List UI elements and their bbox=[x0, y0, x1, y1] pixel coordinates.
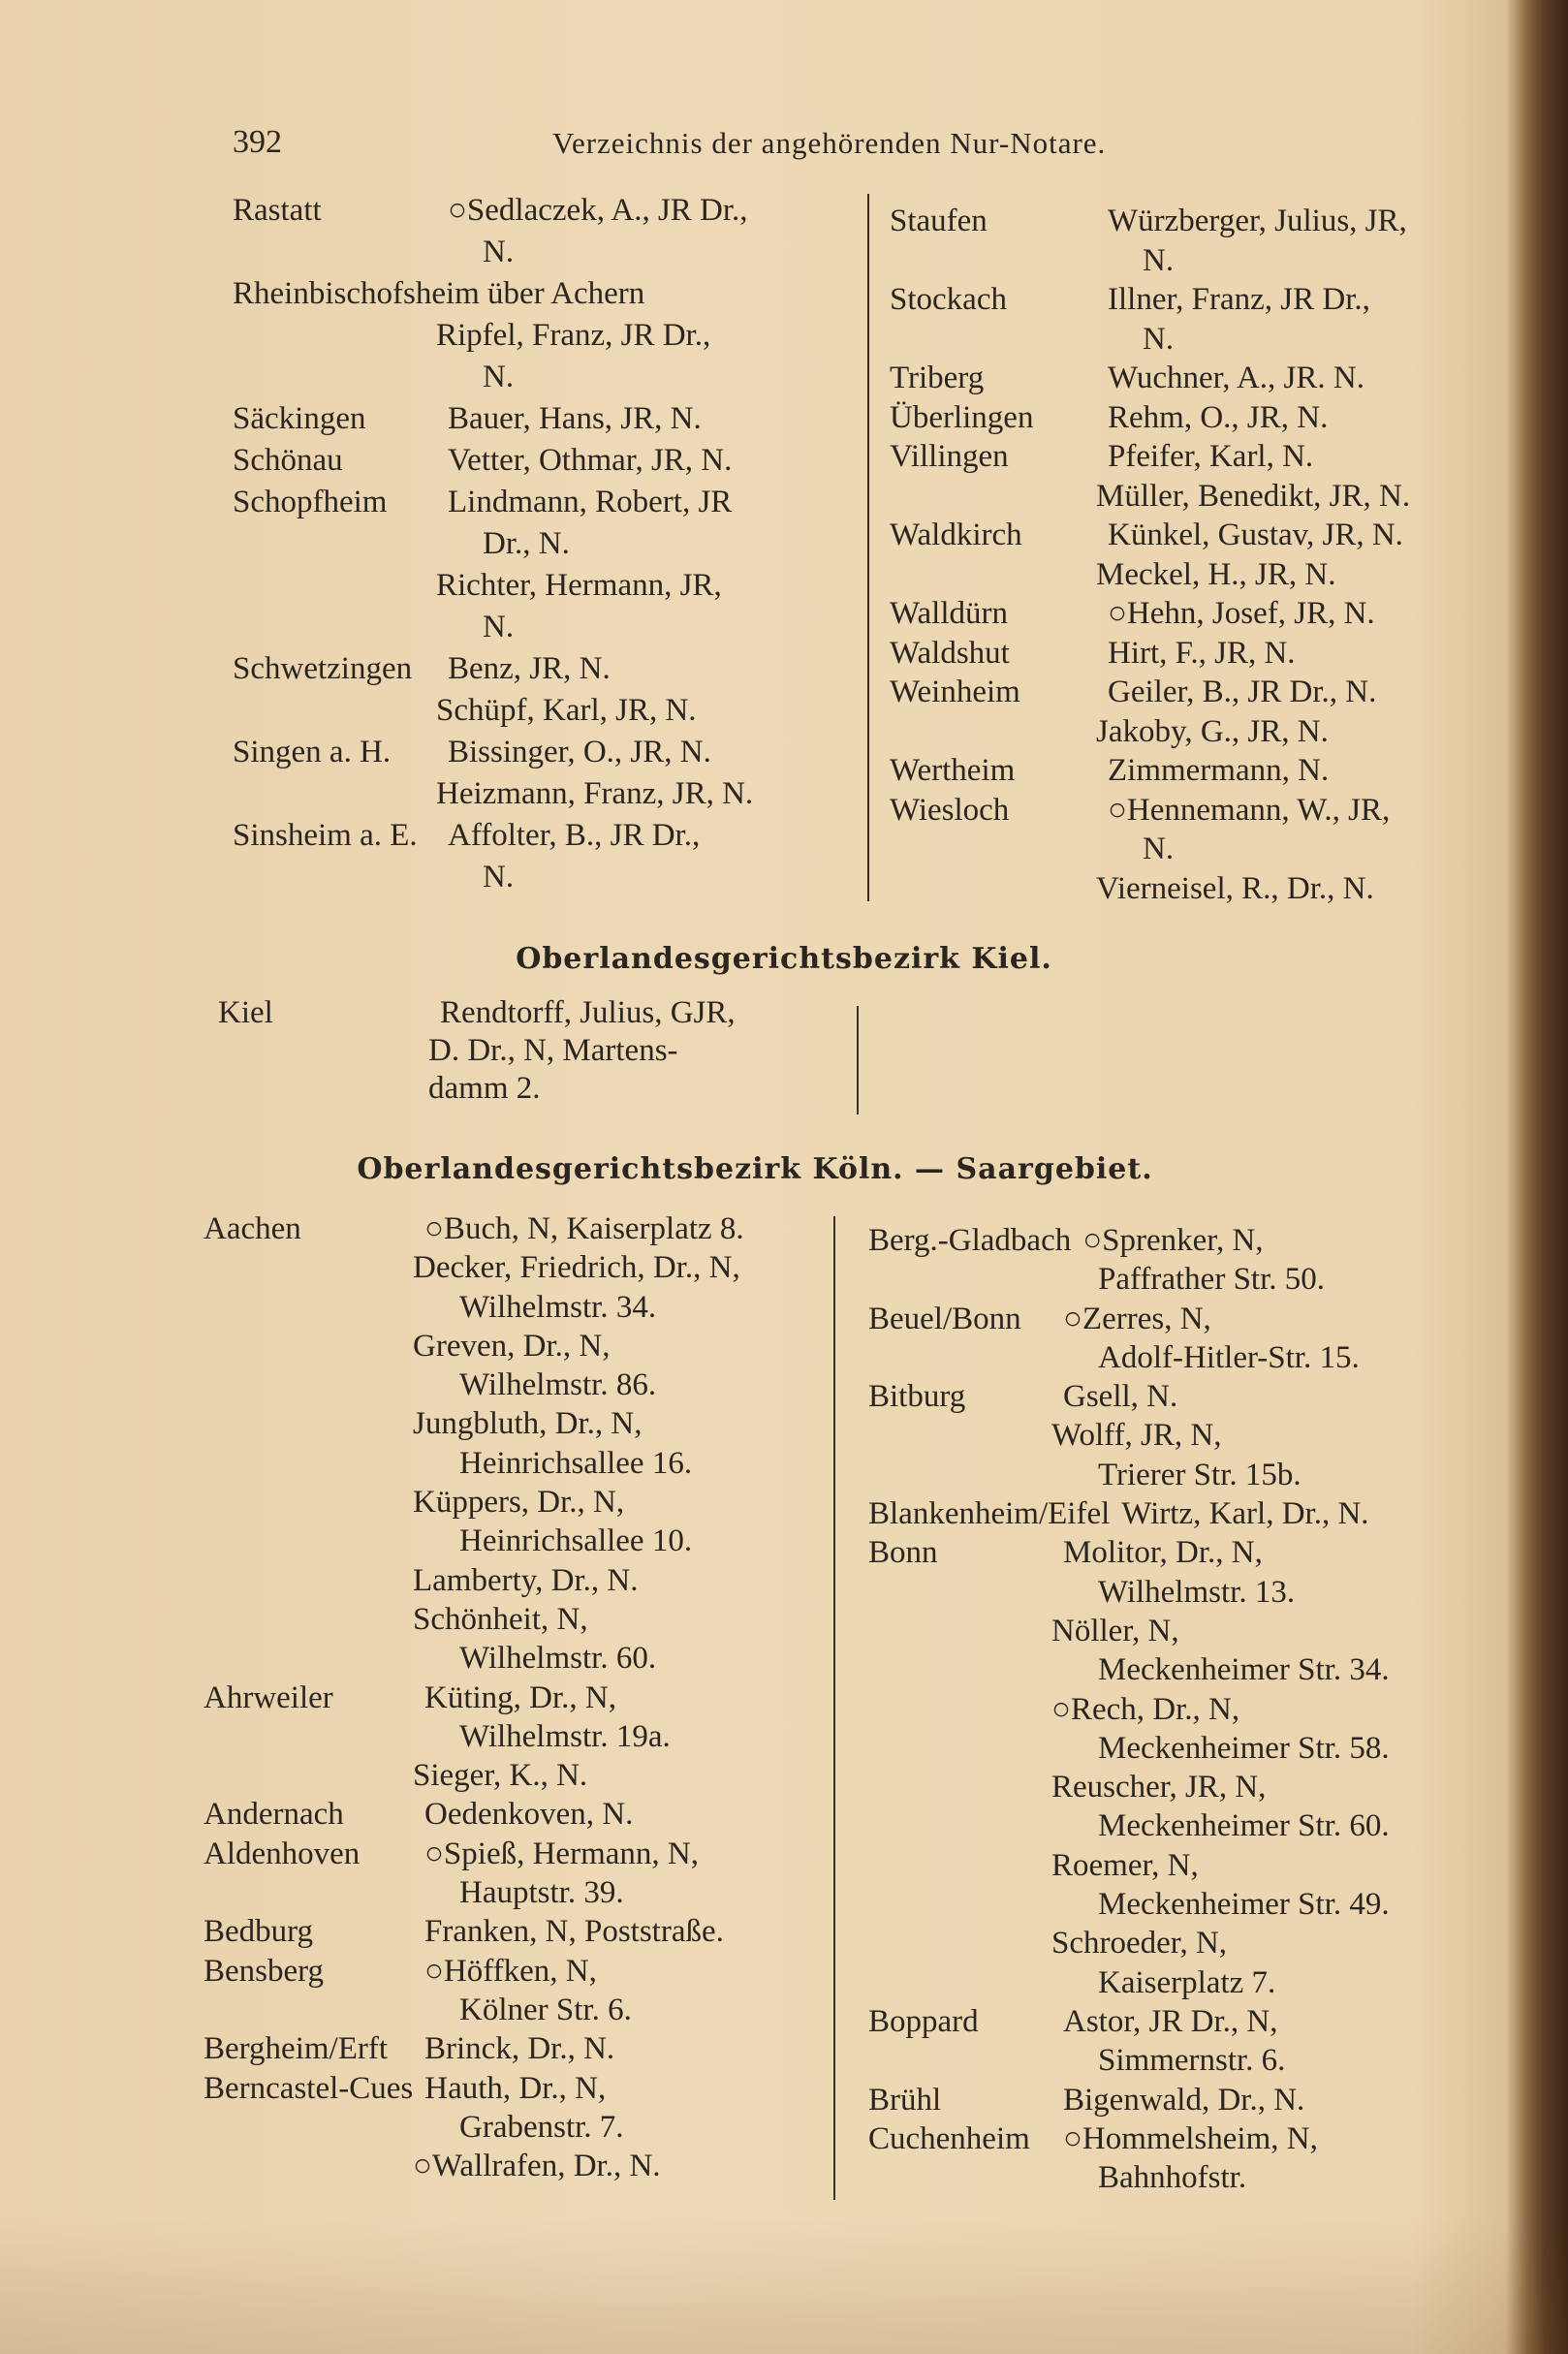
notary-entry: Schüpf, Karl, JR, N. bbox=[436, 693, 697, 728]
place-name bbox=[868, 2158, 1051, 2197]
place-name bbox=[868, 1456, 1051, 1494]
place-name bbox=[233, 523, 436, 565]
place-name: Überlingen bbox=[890, 399, 1034, 435]
place-name bbox=[204, 1248, 413, 1287]
place-name bbox=[890, 712, 1096, 752]
notary-entry: Wirtz, Karl, Dr., N. bbox=[1121, 1496, 1369, 1532]
list-item bbox=[890, 634, 1410, 674]
baden-right-column bbox=[890, 202, 1410, 908]
place-name: Cuchenheim bbox=[868, 2120, 1030, 2156]
notary-entry: Pfeifer, Karl, N. bbox=[1108, 439, 1314, 474]
notary-entry: Meckenheimer Str. 34. bbox=[1098, 1652, 1390, 1688]
list-item bbox=[890, 594, 1410, 634]
list-item bbox=[890, 830, 1410, 869]
list-item bbox=[204, 1483, 744, 1522]
notary-entry: ○Rech, Dr., N, bbox=[1051, 1691, 1240, 1727]
notary-entry: Oedenkoven, N. bbox=[424, 1797, 634, 1833]
place-name bbox=[218, 1070, 428, 1108]
list-item bbox=[868, 1377, 1390, 1416]
place-name bbox=[868, 1846, 1051, 1885]
place-name bbox=[890, 241, 1096, 281]
notary-entry: Wilhelmstr. 34. bbox=[459, 1289, 657, 1325]
list-item bbox=[868, 1885, 1390, 1924]
notary-entry: Rehm, O., JR, N. bbox=[1108, 399, 1329, 435]
notary-entry: Schönheit, N, bbox=[413, 1601, 588, 1637]
notary-entry: Wilhelmstr. 13. bbox=[1098, 1574, 1296, 1610]
notary-entry: Vierneisel, R., Dr., N. bbox=[1096, 870, 1374, 906]
notary-entry: Benz, JR, N. bbox=[448, 651, 611, 686]
notary-entry: Jungbluth, Dr., N, bbox=[413, 1406, 643, 1442]
place-name: Rheinbischofsheim über Achern bbox=[233, 276, 645, 311]
list-item bbox=[204, 1952, 744, 1991]
place-name bbox=[233, 607, 436, 648]
list-item bbox=[890, 516, 1410, 555]
notary-entry: Molitor, Dr., N, bbox=[1063, 1535, 1263, 1571]
place-name bbox=[233, 773, 436, 815]
notary-entry: Lamberty, Dr., N. bbox=[413, 1562, 639, 1598]
notary-entry: Wolff, JR, N, bbox=[1051, 1418, 1222, 1454]
list-item bbox=[890, 673, 1410, 712]
notary-entry: ○Sedlaczek, A., JR Dr., bbox=[448, 193, 748, 228]
notary-entry: Lindmann, Robert, JR bbox=[448, 485, 733, 519]
list-item bbox=[890, 712, 1410, 752]
list-item bbox=[233, 440, 753, 482]
list-item bbox=[204, 1912, 744, 1951]
list-item bbox=[868, 1494, 1390, 1533]
notary-entry: Paffrather Str. 50. bbox=[1098, 1262, 1326, 1298]
place-name: Villingen bbox=[890, 439, 1009, 474]
place-name bbox=[204, 1600, 413, 1639]
notary-entry: Kaiserplatz 7. bbox=[1098, 1964, 1276, 2000]
place-name bbox=[868, 1650, 1051, 1689]
notary-entry: Zimmermann, N. bbox=[1108, 753, 1330, 788]
place-name bbox=[890, 869, 1096, 909]
notary-entry: ○Spieß, Hermann, N, bbox=[424, 1836, 699, 1871]
notary-entry: N. bbox=[483, 235, 515, 269]
baden-left-column bbox=[233, 190, 753, 898]
place-name bbox=[204, 1444, 413, 1483]
notary-entry: Schroeder, N, bbox=[1051, 1926, 1228, 1962]
notary-entry: damm 2. bbox=[428, 1071, 541, 1106]
place-name bbox=[868, 1806, 1051, 1845]
place-name bbox=[868, 2041, 1051, 2080]
list-item bbox=[204, 1835, 744, 1873]
list-item bbox=[233, 398, 753, 440]
list-item bbox=[868, 2081, 1390, 2119]
notary-entry: Richter, Hermann, JR, bbox=[436, 568, 722, 603]
place-name: Bergheim/Erft bbox=[204, 2031, 389, 2067]
list-item bbox=[233, 815, 753, 857]
place-name bbox=[868, 1729, 1051, 1768]
list-item bbox=[204, 1327, 744, 1365]
notary-entry: Sieger, K., N. bbox=[413, 1758, 588, 1794]
section-heading-koeln: Oberlandesgerichtsbezirk Köln. — Saargebiet. bbox=[357, 1152, 1153, 1186]
place-name: Wiesloch bbox=[890, 792, 1010, 828]
list-item bbox=[868, 1456, 1390, 1494]
page-number: 392 bbox=[233, 124, 282, 160]
place-name bbox=[890, 555, 1096, 595]
notary-entry: Wilhelmstr. 60. bbox=[459, 1641, 657, 1677]
place-name bbox=[204, 2147, 413, 2185]
koeln-right-column bbox=[868, 1221, 1390, 2197]
place-name: Bitburg bbox=[868, 1379, 966, 1415]
list-item bbox=[868, 1533, 1390, 1572]
place-name bbox=[868, 1260, 1051, 1299]
list-item bbox=[868, 1300, 1390, 1338]
place-name bbox=[868, 1924, 1051, 1962]
list-item bbox=[868, 1924, 1390, 1962]
notary-entry: Nöller, N, bbox=[1051, 1613, 1179, 1648]
place-name bbox=[204, 1873, 413, 1912]
list-item bbox=[204, 2069, 744, 2108]
koeln-left-column bbox=[204, 1209, 744, 2185]
list-item bbox=[218, 1032, 736, 1070]
place-name: Berg.-Gladbach bbox=[868, 1223, 1072, 1258]
notary-entry: Wilhelmstr. 19a. bbox=[459, 1718, 671, 1754]
list-item bbox=[868, 1729, 1390, 1768]
place-name bbox=[890, 830, 1096, 869]
list-item bbox=[204, 2147, 744, 2185]
notary-entry: Roemer, N, bbox=[1051, 1847, 1199, 1883]
notary-entry: Würzberger, Julius, JR, bbox=[1108, 204, 1407, 238]
place-name: Berncastel-Cues bbox=[204, 2070, 414, 2106]
place-name bbox=[868, 1416, 1051, 1455]
list-item bbox=[204, 1756, 744, 1795]
notary-entry: Wilhelmstr. 86. bbox=[459, 1367, 657, 1403]
notary-entry: N. bbox=[483, 610, 515, 644]
notary-entry: Wuchner, A., JR. N. bbox=[1108, 361, 1364, 395]
place-name bbox=[890, 320, 1096, 360]
list-item bbox=[890, 437, 1410, 477]
list-item bbox=[868, 1650, 1390, 1689]
notary-entry: N. bbox=[483, 860, 515, 895]
notary-entry: Heizmann, Franz, JR, N. bbox=[436, 776, 754, 811]
place-name bbox=[233, 857, 436, 898]
place-name: Kiel bbox=[218, 995, 273, 1030]
place-name: Waldshut bbox=[890, 635, 1010, 671]
place-name bbox=[204, 1991, 413, 2029]
notary-entry: Bahnhofstr. bbox=[1098, 2160, 1247, 2196]
notary-entry: N. bbox=[1143, 832, 1175, 866]
list-item bbox=[204, 1209, 744, 1248]
list-item bbox=[233, 357, 753, 398]
place-name bbox=[204, 1522, 413, 1560]
notary-entry: Vetter, Othmar, JR, N. bbox=[448, 443, 733, 478]
list-item bbox=[204, 1444, 744, 1483]
place-name bbox=[204, 1327, 413, 1365]
place-name bbox=[868, 1612, 1051, 1650]
list-item bbox=[204, 1717, 744, 1756]
place-name: Singen a. H. bbox=[233, 735, 392, 769]
place-name: Triberg bbox=[890, 361, 985, 395]
notary-entry: Müller, Benedikt, JR, N. bbox=[1096, 478, 1411, 514]
list-item bbox=[204, 1873, 744, 1912]
list-item bbox=[890, 555, 1410, 595]
place-name bbox=[868, 1768, 1051, 1806]
place-name: Andernach bbox=[204, 1797, 344, 1833]
place-name: Ahrweiler bbox=[204, 1679, 333, 1715]
notary-entry: Jakoby, G., JR, N. bbox=[1096, 713, 1329, 749]
list-item bbox=[233, 482, 753, 523]
place-name: Bonn bbox=[868, 1535, 938, 1571]
list-item bbox=[890, 280, 1410, 320]
list-item bbox=[204, 1991, 744, 2029]
notary-entry: Meckenheimer Str. 58. bbox=[1098, 1730, 1390, 1766]
notary-entry: Meckenheimer Str. 60. bbox=[1098, 1808, 1390, 1844]
list-item bbox=[233, 732, 753, 773]
list-item bbox=[204, 1600, 744, 1639]
place-name: Brühl bbox=[868, 2082, 942, 2118]
notary-entry: Bissinger, O., JR, N. bbox=[448, 735, 711, 769]
notary-entry: ○Hehn, Josef, JR, N. bbox=[1108, 596, 1375, 631]
notary-entry: Reuscher, JR, N, bbox=[1051, 1770, 1267, 1805]
notary-entry: ○Höffken, N, bbox=[424, 1953, 597, 1989]
place-name bbox=[868, 1338, 1051, 1377]
list-item bbox=[233, 232, 753, 273]
notary-entry: Decker, Friedrich, Dr., N, bbox=[413, 1250, 740, 1286]
column-divider bbox=[857, 1006, 859, 1114]
place-name bbox=[204, 1365, 413, 1404]
notary-entry: Brinck, Dr., N. bbox=[424, 2031, 615, 2067]
list-item bbox=[868, 2002, 1390, 2041]
list-item bbox=[890, 869, 1410, 909]
place-name bbox=[868, 1885, 1051, 1924]
notary-entry: Adolf-Hitler-Str. 15. bbox=[1098, 1339, 1360, 1375]
place-name bbox=[868, 1963, 1051, 2002]
notary-entry: ○Wallrafen, Dr., N. bbox=[413, 2149, 661, 2184]
notary-entry: ○Hennemann, W., JR, bbox=[1108, 792, 1391, 828]
place-name: Waldkirch bbox=[890, 518, 1022, 552]
notary-entry: N. bbox=[1143, 321, 1175, 357]
running-title: Verzeichnis der angehörenden Nur-Notare. bbox=[552, 126, 1107, 160]
notary-entry: Franken, N, Poststraße. bbox=[424, 1914, 724, 1950]
list-item bbox=[204, 1639, 744, 1678]
list-item bbox=[868, 1416, 1390, 1455]
notary-entry: Meckel, H., JR, N. bbox=[1096, 556, 1336, 592]
list-item bbox=[233, 565, 753, 607]
place-name bbox=[204, 1756, 413, 1795]
page-edge-shading bbox=[0, 2218, 1568, 2354]
list-item bbox=[204, 1288, 744, 1327]
place-name bbox=[233, 232, 436, 273]
place-name bbox=[204, 2108, 413, 2147]
list-item bbox=[233, 607, 753, 648]
notary-entry: Greven, Dr., N, bbox=[413, 1328, 611, 1364]
list-item bbox=[868, 1612, 1390, 1650]
list-item bbox=[890, 241, 1410, 281]
list-item bbox=[218, 1070, 736, 1108]
list-item bbox=[890, 398, 1410, 438]
column-divider bbox=[867, 194, 869, 901]
list-item bbox=[868, 1690, 1390, 1729]
list-item bbox=[204, 1795, 744, 1834]
notary-entry: Hauptstr. 39. bbox=[459, 1875, 624, 1911]
list-item bbox=[233, 315, 753, 357]
place-name bbox=[890, 477, 1096, 517]
notary-entry: Astor, JR Dr., N, bbox=[1063, 2003, 1278, 2039]
notary-entry: Küppers, Dr., N, bbox=[413, 1485, 625, 1521]
place-name: Schwetzingen bbox=[233, 651, 413, 686]
place-name: Säckingen bbox=[233, 401, 366, 436]
list-item bbox=[233, 190, 753, 232]
notary-entry: Trierer Str. 15b. bbox=[1098, 1457, 1301, 1492]
place-name: Wertheim bbox=[890, 753, 1016, 788]
place-name: Schönau bbox=[233, 443, 343, 478]
list-item bbox=[868, 1846, 1390, 1885]
place-name: Bedburg bbox=[204, 1914, 314, 1950]
list-item bbox=[204, 1248, 744, 1287]
list-item bbox=[204, 2029, 744, 2068]
place-name bbox=[204, 1717, 413, 1756]
notary-entry: Ripfel, Franz, JR Dr., bbox=[436, 318, 711, 353]
place-name bbox=[233, 565, 436, 607]
list-item bbox=[233, 690, 753, 732]
list-item bbox=[204, 1561, 744, 1600]
section-heading-kiel: Oberlandesgerichtsbezirk Kiel. bbox=[516, 942, 1052, 976]
kiel-column bbox=[218, 994, 736, 1108]
place-name: Bensberg bbox=[204, 1953, 325, 1989]
notary-entry: Gsell, N. bbox=[1063, 1379, 1178, 1415]
notary-entry: Hirt, F., JR, N. bbox=[1108, 635, 1296, 671]
notary-entry: ○Sprenker, N, bbox=[1082, 1223, 1264, 1258]
list-item bbox=[204, 2108, 744, 2147]
list-item bbox=[868, 1963, 1390, 2002]
list-item bbox=[218, 994, 736, 1032]
notary-entry: N. bbox=[483, 360, 515, 394]
place-name: Boppard bbox=[868, 2003, 979, 2039]
list-item bbox=[890, 751, 1410, 791]
place-name: Rastatt bbox=[233, 193, 322, 228]
place-name: Blankenheim/Eifel bbox=[868, 1496, 1111, 1532]
place-name bbox=[868, 1690, 1051, 1729]
column-divider bbox=[833, 1216, 835, 2200]
list-item bbox=[890, 202, 1410, 241]
list-item bbox=[204, 1365, 744, 1404]
notary-entry: Heinrichsallee 10. bbox=[459, 1523, 693, 1559]
list-item bbox=[868, 1260, 1390, 1299]
list-item bbox=[233, 523, 753, 565]
place-name bbox=[204, 1404, 413, 1443]
place-name: Aachen bbox=[204, 1211, 301, 1246]
notary-entry: Meckenheimer Str. 49. bbox=[1098, 1887, 1390, 1923]
place-name bbox=[204, 1288, 413, 1327]
notary-entry: Künkel, Gustav, JR, N. bbox=[1108, 518, 1403, 552]
list-item bbox=[204, 1679, 744, 1717]
list-item bbox=[868, 1768, 1390, 1806]
place-name: Staufen bbox=[890, 204, 988, 238]
notary-entry: Kölner Str. 6. bbox=[459, 1992, 632, 2027]
notary-entry: ○Hommelsheim, N, bbox=[1063, 2120, 1318, 2156]
list-item bbox=[868, 1221, 1390, 1260]
notary-entry: Bigenwald, Dr., N. bbox=[1063, 2082, 1305, 2118]
notary-entry: Simmernstr. 6. bbox=[1098, 2043, 1286, 2079]
place-name bbox=[233, 690, 436, 732]
notary-entry: D. Dr., N, Martens- bbox=[428, 1033, 678, 1068]
notary-entry: Grabenstr. 7. bbox=[459, 2109, 624, 2145]
notary-entry: Hauth, Dr., N, bbox=[424, 2070, 607, 2106]
list-item bbox=[868, 2041, 1390, 2080]
place-name bbox=[204, 1561, 413, 1600]
place-name: Walldürn bbox=[890, 596, 1008, 631]
notary-entry: Küting, Dr., N, bbox=[424, 1679, 616, 1715]
list-item bbox=[890, 359, 1410, 398]
list-item bbox=[868, 1338, 1390, 1377]
list-item bbox=[233, 648, 753, 690]
list-item bbox=[890, 320, 1410, 360]
place-name bbox=[233, 315, 436, 357]
place-name bbox=[218, 1032, 428, 1070]
list-item bbox=[204, 1522, 744, 1560]
notary-entry: ○Zerres, N, bbox=[1063, 1301, 1211, 1336]
list-item bbox=[868, 2158, 1390, 2197]
notary-entry: Dr., N. bbox=[483, 526, 570, 561]
notary-entry: ○Buch, N, Kaiserplatz 8. bbox=[424, 1211, 744, 1246]
list-item bbox=[233, 773, 753, 815]
notary-entry: Illner, Franz, JR Dr., bbox=[1108, 282, 1370, 317]
notary-entry: N. bbox=[1143, 242, 1175, 278]
place-name: Beuel/Bonn bbox=[868, 1301, 1021, 1336]
list-item bbox=[868, 1806, 1390, 1845]
list-item bbox=[233, 857, 753, 898]
list-item bbox=[868, 1573, 1390, 1612]
place-name: Stockach bbox=[890, 282, 1007, 317]
place-name bbox=[868, 1573, 1051, 1612]
list-item bbox=[233, 273, 753, 315]
place-name: Aldenhoven bbox=[204, 1836, 361, 1871]
notary-entry: Rendtorff, Julius, GJR, bbox=[440, 995, 736, 1030]
notary-entry: Geiler, B., JR Dr., N. bbox=[1108, 675, 1377, 709]
place-name: Weinheim bbox=[890, 675, 1020, 709]
place-name bbox=[204, 1483, 413, 1522]
list-item bbox=[890, 791, 1410, 831]
place-name bbox=[233, 357, 436, 398]
notary-entry: Bauer, Hans, JR, N. bbox=[448, 401, 702, 436]
notary-entry: Affolter, B., JR Dr., bbox=[448, 818, 701, 853]
list-item bbox=[204, 1404, 744, 1443]
list-item bbox=[868, 2119, 1390, 2158]
place-name bbox=[204, 1639, 413, 1678]
place-name: Schopfheim bbox=[233, 485, 388, 519]
notary-entry: Heinrichsallee 16. bbox=[459, 1445, 693, 1481]
place-name: Sinsheim a. E. bbox=[233, 818, 418, 853]
list-item bbox=[890, 477, 1410, 517]
